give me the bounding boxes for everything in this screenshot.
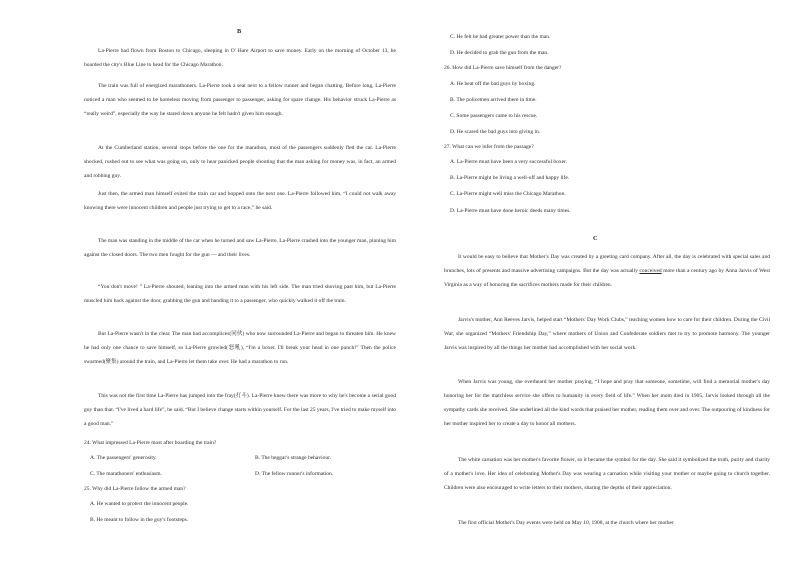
paragraph-b5: The man was standing in the middle of the car when he turned and saw La-Pierre. La-Pierre crashed into the younger man, pinning him against the closed doors. The two men fought for the gun — and their lives. xyxy=(84,238,396,258)
left-column xyxy=(84,0,396,562)
q25-option-c: C. He felt he had greater power than the man. xyxy=(450,34,551,40)
q26-option-c: C. Some passengers came to his rescue. xyxy=(450,113,538,119)
q25-option-d: D. He decided to grab the gun from the man. xyxy=(450,50,549,56)
paragraph-c1-end: more than a century ago by Anna Jarvis of West Virginia as a way of honoring the sacrifices mothers made for their children. xyxy=(444,268,771,288)
q26-option-b: B. The policemen arrived there in time. xyxy=(450,97,537,103)
paragraph-c1-start: It would be easy to believe that Mother's Day was created by a greeting card company. After all, the day is celebrated with special sales and brunches, lots of presents and massive advertising campaigns. But the day was actually xyxy=(444,254,770,274)
underlined-word: conceived xyxy=(639,268,662,274)
paragraph-b8: This was not the first time La-Pierre has jumped into the fray(打斗). La-Pierre knew there was more to why he's become a serial good guy than that. “I've lived a hard life”, he said. “But I believe change starts within yourself. For the last 25 years, I've tried to make myself into a good man.” xyxy=(84,393,396,427)
section-b-title: B xyxy=(237,28,242,35)
q25-option-a: A. He wanted to protect the innocent people. xyxy=(90,501,189,507)
question-25: 25. Why did La-Pierre follow the armed man? xyxy=(84,486,186,492)
paragraph-b7: But La-Pierre wasn't in the clear. The man had accomplices(同伙) who now surrounded La-Pierre and began to threaten him. He knew he had only one chance to save himself, so La-Pierre growled(怒吼), “I'm a boxer. I'll break your head in one punch!” Then the police swarmed(聚集) around the train, and La-Pierre let them take over. He had a marathon to run. xyxy=(84,331,396,365)
paragraph-b3: At the Cumberland station, several stops before the one for the marathon, most of the passengers suddenly fled the car. La-Pierre shocked, rushed out to see what was going on, only to hear panicked people shouting that the man asking for money was, in fact, an armed and robbing guy. xyxy=(84,145,396,179)
q27-option-a: A. La-Pierre must have been a very successful boxer. xyxy=(450,159,567,165)
section-c-title: C xyxy=(593,235,598,242)
paragraph-c5: The first official Mother's Day events were held on May 10, 1908, at the church where her mother xyxy=(458,520,674,526)
paragraph-c4: The white carnation was her mother's favorite flower, so it became the symbol for the day. She said it symbolized the truth, purity and charity of a mother's love. Her idea of celebrating Mother's Day was wearing a carnation while visiting your mother or maybe going to church together. Children were also encouraged to write letters to their mothers, sharing the depths of their appreciation. xyxy=(444,457,770,491)
paragraph-b1: La-Pierre had flown from Boston to Chicago, sleeping in O' Hare Airport to save money. Early on the morning of October 13, he boarded the city's Blue Line to head for the Chicago Marathon. xyxy=(84,48,396,68)
q24-option-d: D. The fellow runner's information. xyxy=(255,471,334,477)
question-27: 27. What can we infer from the passage? xyxy=(444,144,534,150)
paragraph-c2: Jarvis's mother, Ann Reeves Jarvis, helped start “Mothers' Day Work Clubs,” teaching women how to care for their children. During the Civil War, she organized “Mothers' Friendship Day,” where mothers of Union and Confederate soldiers met to try to promote harmony. The younger Jarvis was inspired by all the things her mother had accomplished with her social work. xyxy=(444,317,770,351)
q26-option-d: D. He scared the bad guys into giving in. xyxy=(450,129,541,135)
q24-option-a: A. The passengers' generosity. xyxy=(90,455,157,461)
right-column xyxy=(444,0,770,562)
question-24: 24. What impressed La-Pierre most after boarding the train? xyxy=(84,440,217,446)
paragraph-b2: The train was full of energized marathoners. La-Pierre took a seat next to a fellow runner and began chatting. Before long, La-Pierre noticed a man who seemed to be homeless moving from passenger to passenger, asking for spare change. His behavior struck La-Pierre as “really weird”, especially the way he stared down anyone he felt hadn't given him enough. xyxy=(84,83,396,117)
question-26: 26. How did La-Pierre save himself from the danger? xyxy=(444,65,562,71)
paragraph-c1 xyxy=(444,250,770,292)
q25-option-b: B. He meant to follow in the guy's footsteps. xyxy=(90,517,189,523)
q26-option-a: A. He beat off the bad guys by boxing. xyxy=(450,81,536,87)
paragraph-b4: Just then, the armed man himself exited the train car and hopped onto the next one. La-Pierre followed him. “I could not walk away knowing there were innocent children and people just trying to get to a race,” he said. xyxy=(84,191,396,211)
q24-option-b: B. The beggar's strange behaviour. xyxy=(255,455,332,461)
paragraph-c3: When Jarvis was young, she overheard her mother praying, “I hope and pray that someone, sometime, will find a memorial mother's day honoring her for the matchless service she offers to humanity in every field of life.” When her mom died in 1905, Jarvis looked through all the sympathy cards she received. She underlined all the kind words that praised her mother, reading them over and over. The outpouring of kindness for her mother inspired her to create a day to honor all mothers. xyxy=(444,379,770,427)
q27-option-d: D. La-Pierre must have done heroic deeds many times. xyxy=(450,208,571,214)
q27-option-b: B. La-Pierre might be living a well-off and happy life. xyxy=(450,175,570,181)
paragraph-b6: “You don't move! ” La-Pierre shouted, leaning into the armed man with his left side. The man tried shoving past him, but La-Pierre muscled him back against the door, grabbing the gun and handing it to a passenger, who quickly walked it off the train. xyxy=(84,284,396,304)
q24-option-c: C. The marathoners' enthusiasm. xyxy=(90,471,162,477)
q27-option-c: C. La-Pierre might well miss the Chicago Marathon. xyxy=(450,191,566,197)
